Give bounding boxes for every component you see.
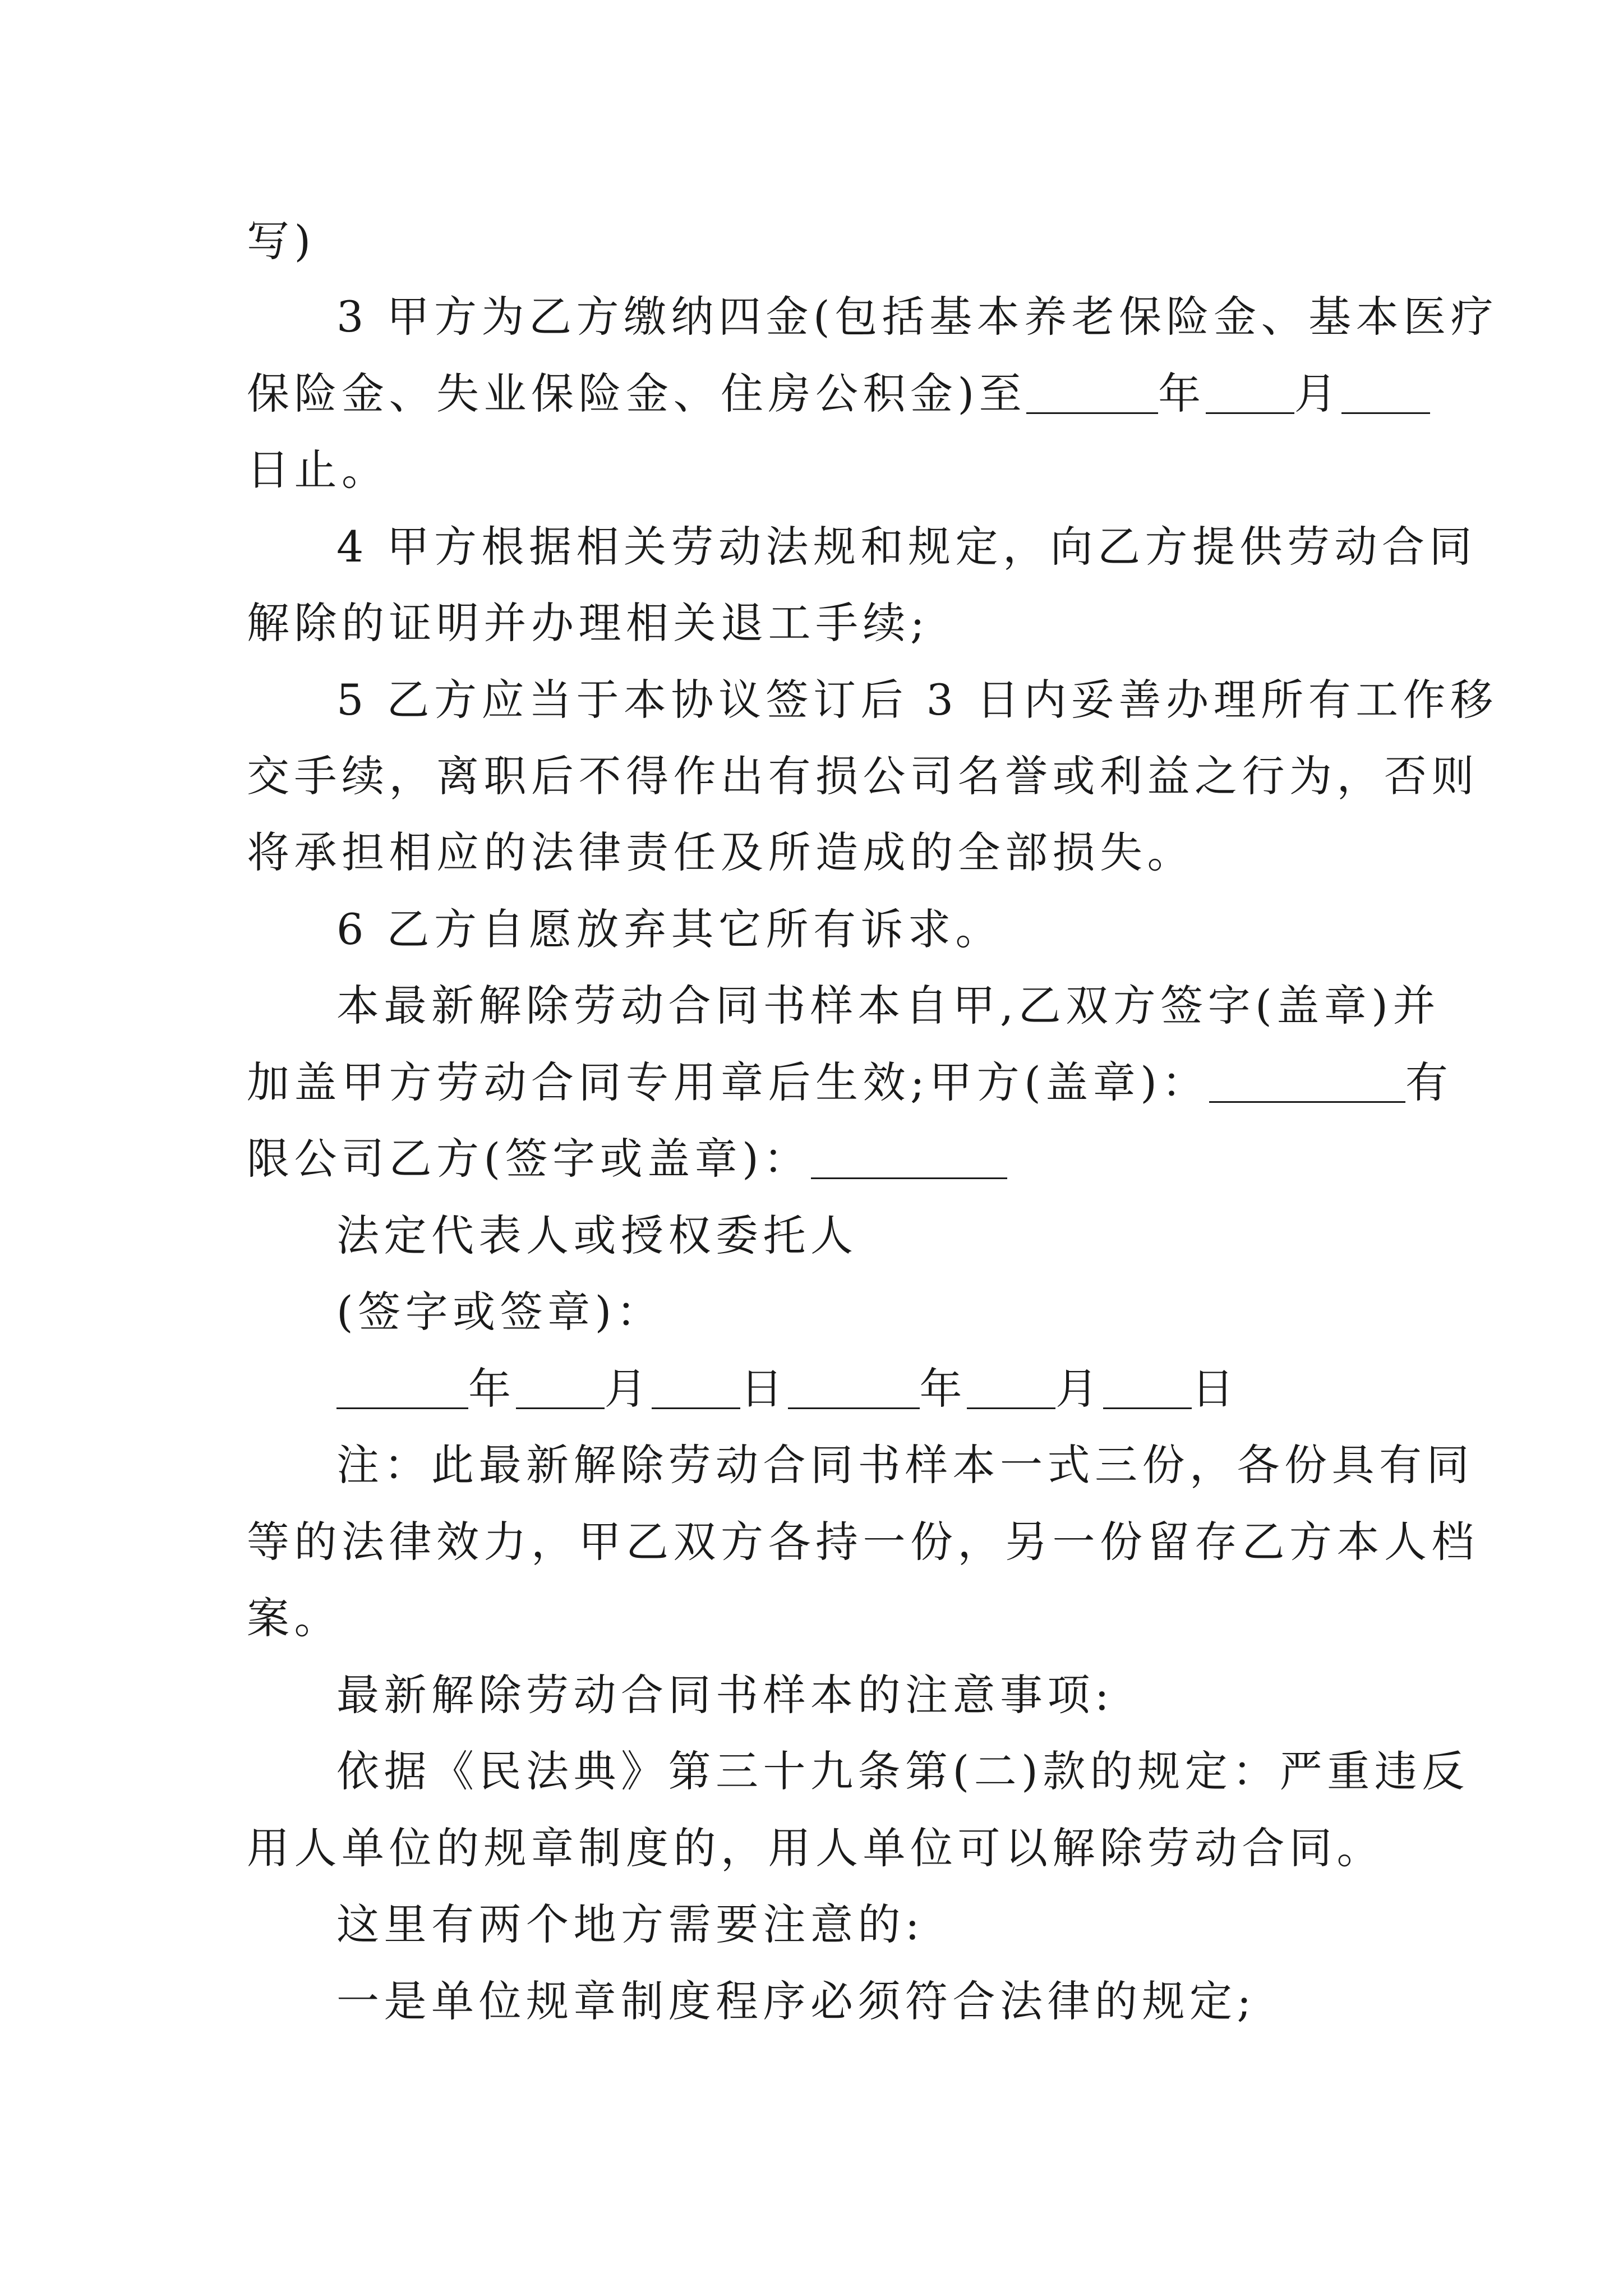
text-line [247, 1514, 1479, 1570]
text-segment: 案。 [247, 1593, 342, 1643]
fill-blank [811, 1133, 1007, 1179]
text-segment: 注：此最新解除劳动合同书样本一式三份，各份具有同 [336, 1440, 1474, 1490]
fill-blank [1341, 367, 1430, 414]
text-line [336, 1667, 1481, 1723]
text-line [336, 1897, 1481, 1953]
text-segment: 最新解除劳动合同书样本的注意事项: [336, 1670, 1114, 1720]
fill-blank [516, 1363, 605, 1409]
text-segment: 用人单位的规章制度的，用人单位可以解除劳动合同。 [247, 1823, 1384, 1873]
text-segment: 这里有两个地方需要注意的: [336, 1899, 925, 1949]
text-line [247, 1131, 1391, 1187]
text-segment: 4 甲方根据相关劳动法规和规定，向乙方提供劳动合同 [336, 522, 1477, 572]
text-segment: 交手续，离职后不得作出有损公司名誉或利益之行为，否则 [247, 751, 1479, 801]
text-segment: 依据《民法典》第三十九条第(二)款的规定：严重违反 [336, 1746, 1469, 1796]
text-line [247, 595, 1391, 651]
text-segment: 将承担相应的法律责任及所造成的全部损失。 [247, 827, 1195, 877]
text-segment: (签字或签章)： [336, 1287, 664, 1337]
fill-blank [1206, 367, 1294, 414]
text-line [336, 1743, 1481, 1800]
text-segment: 保险金、失业保险金、住房公积金)至 [247, 369, 1027, 418]
text-line [336, 672, 1498, 728]
text-line [247, 1590, 1391, 1646]
fill-blank [1209, 1056, 1405, 1103]
text-segment: 年 [919, 1364, 967, 1414]
text-line [336, 519, 1481, 575]
fill-blank [1026, 367, 1158, 414]
text-line [336, 1361, 1481, 1417]
text-line [336, 1208, 1481, 1264]
text-segment: 解除的证明并办理相关退工手续; [247, 598, 930, 648]
fill-blank [1103, 1363, 1192, 1409]
text-line [247, 213, 1391, 269]
text-line [247, 748, 1479, 804]
text-segment: 一是单位规章制度程序必须符合法律的规定; [336, 1976, 1256, 2026]
text-segment: 加盖甲方劳动合同专用章后生效;甲方(盖章)： [247, 1057, 1209, 1107]
text-line [247, 1055, 1453, 1111]
text-line [247, 442, 1391, 498]
text-segment: 日 [740, 1364, 788, 1414]
text-segment: 日 [1191, 1364, 1239, 1414]
text-segment: 有 [1405, 1057, 1453, 1107]
fill-blank [967, 1363, 1055, 1409]
text-segment: 5 乙方应当于本协议签订后 3 日内妥善办理所有工作移 [336, 675, 1498, 725]
text-segment: 月 [604, 1364, 652, 1414]
fill-blank [336, 1363, 468, 1409]
text-segment: 限公司乙方(签字或盖章)： [247, 1134, 811, 1184]
text-line [247, 1820, 1391, 1876]
text-segment: 法定代表人或授权委托人 [336, 1211, 858, 1260]
text-segment: 日止。 [247, 445, 389, 495]
text-line [336, 901, 1481, 958]
text-segment: 月 [1294, 369, 1342, 418]
fill-blank [652, 1363, 740, 1409]
text-segment: 等的法律效力，甲乙双方各持一份，另一份留存乙方本人档 [247, 1517, 1479, 1567]
text-line [336, 978, 1481, 1034]
text-segment: 3 甲方为乙方缴纳四金(包括基本养老保险金、基本医疗 [336, 292, 1498, 342]
text-segment: 写) [247, 216, 316, 266]
text-line [336, 1284, 1481, 1340]
fill-blank [788, 1363, 920, 1409]
text-segment: 本最新解除劳动合同书样本自甲,乙双方签字(盖章)并 [336, 981, 1440, 1030]
text-line [336, 289, 1498, 345]
text-line [247, 366, 1391, 422]
text-segment: 月 [1055, 1364, 1103, 1414]
text-line [247, 825, 1391, 881]
text-line [336, 1437, 1481, 1493]
text-segment: 年 [1158, 369, 1206, 418]
text-line [336, 1973, 1481, 2030]
text-segment: 6 乙方自愿放弃其它所有诉求。 [336, 904, 1003, 954]
text-segment: 年 [468, 1364, 516, 1414]
